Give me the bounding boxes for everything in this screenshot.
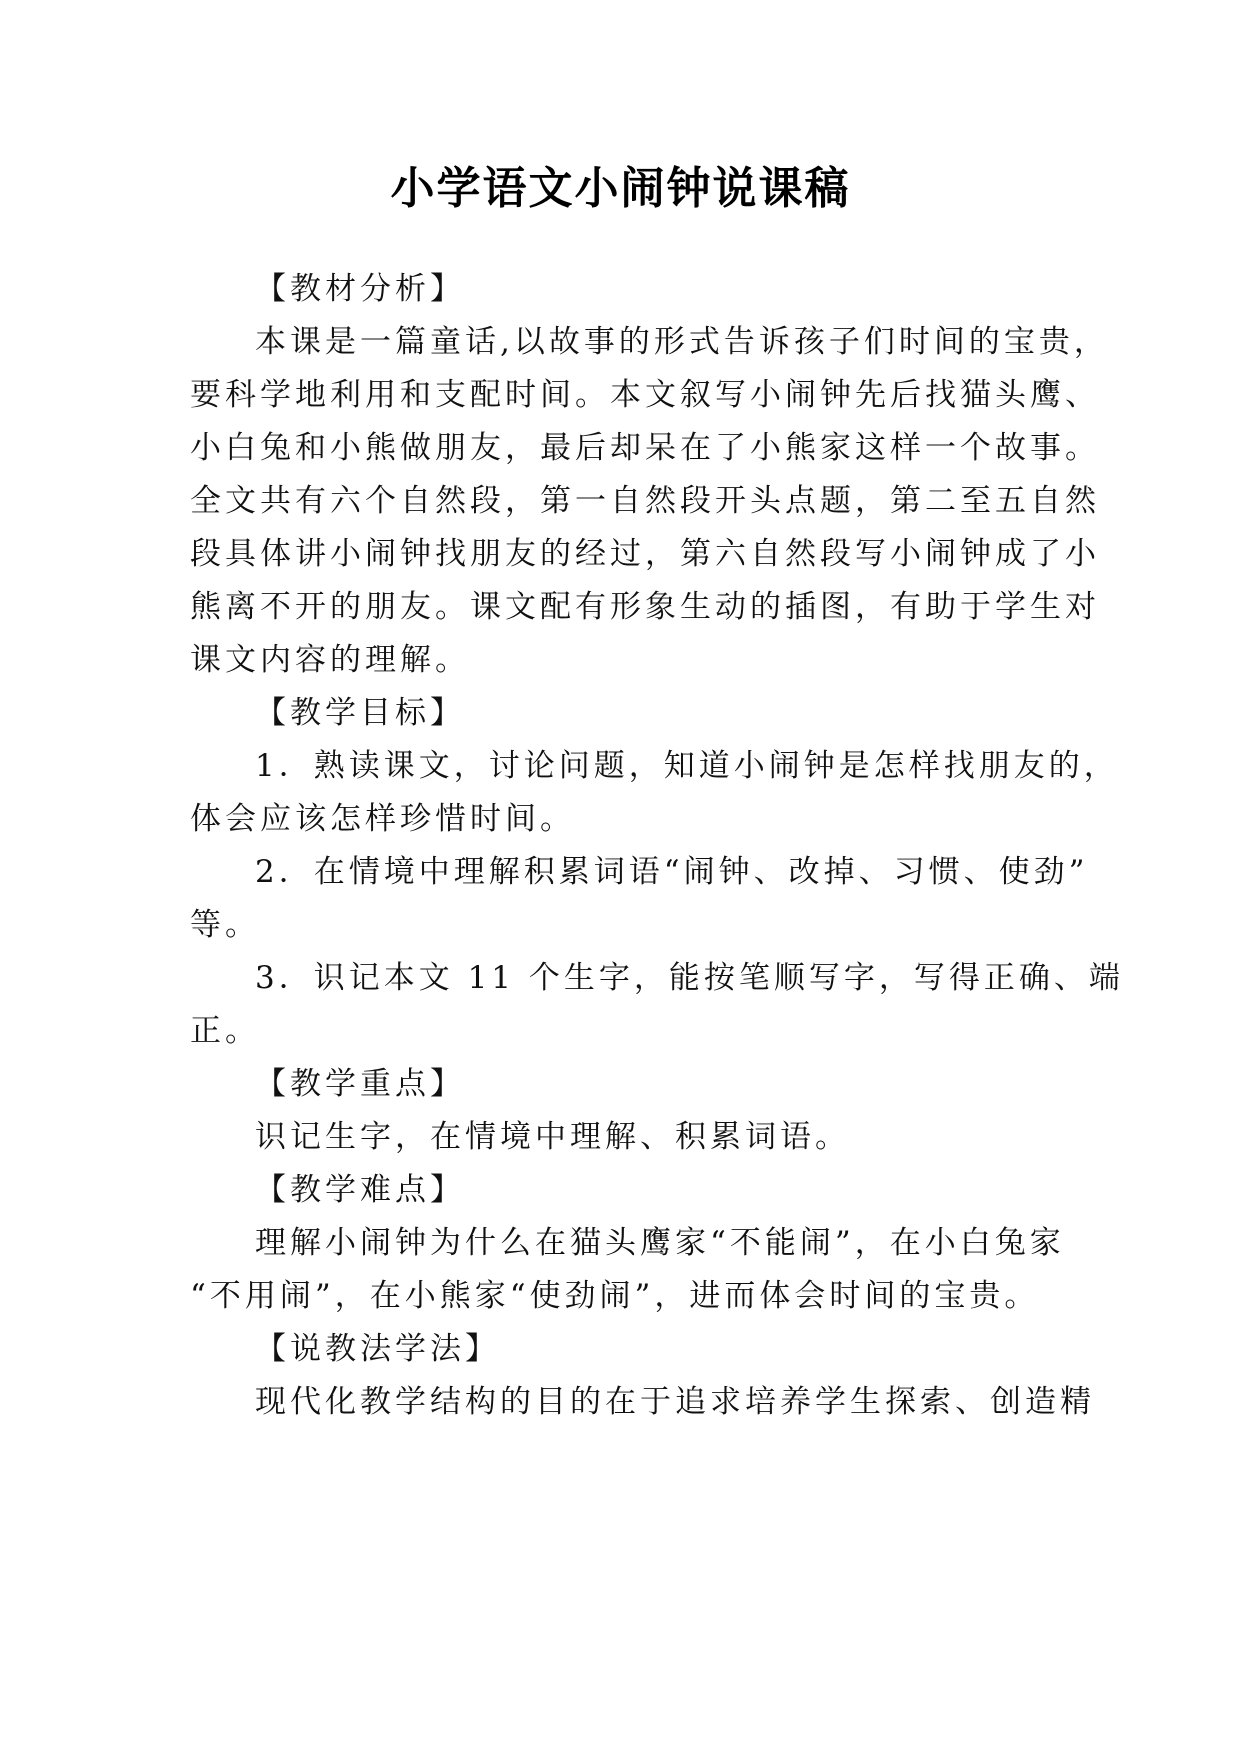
document-title: 小学语文小闹钟说课稿 [390,163,851,214]
list-item-line: 2．在情境中理解积累词语“闹钟、改掉、习惯、使劲” [255,854,1089,890]
list-item-line: 正。 [190,1013,260,1049]
list-item-line: 3．识记本文 11 个生字，能按笔顺写字，写得正确、端 [255,960,1124,996]
section-heading-key-points: 【教学重点】 [255,1066,465,1102]
paragraph-line: 段具体讲小闹钟找朋友的经过，第六自然段写小闹钟成了小 [190,536,1100,572]
section-heading-difficulties: 【教学难点】 [255,1172,465,1208]
list-item-line: 1．熟读课文，讨论问题，知道小闹钟是怎样找朋友的， [255,748,1119,784]
paragraph-line: 识记生字，在情境中理解、积累词语。 [255,1119,850,1155]
paragraph-line: 现代化教学结构的目的在于追求培养学生探索、创造精 [255,1384,1095,1420]
section-heading-textbook-analysis: 【教材分析】 [255,271,465,307]
paragraph-line: 本课是一篇童话,以故事的形式告诉孩子们时间的宝贵， [255,324,1109,360]
paragraph-line: 小白兔和小熊做朋友，最后却呆在了小熊家这样一个故事。 [190,430,1100,466]
list-item-line: 体会应该怎样珍惜时间。 [190,801,575,837]
list-item-line: 等。 [190,907,260,943]
paragraph-line: 熊离不开的朋友。课文配有形象生动的插图，有助于学生对 [190,589,1100,625]
paragraph-line: 全文共有六个自然段，第一自然段开头点题，第二至五自然 [190,483,1100,519]
paragraph-line: “不用闹”，在小熊家“使劲闹”，进而体会时间的宝贵。 [190,1278,1040,1314]
paragraph-line: 课文内容的理解。 [190,642,470,678]
section-heading-teaching-goals: 【教学目标】 [255,695,465,731]
paragraph-line: 要科学地利用和支配时间。本文叙写小闹钟先后找猫头鹰、 [190,377,1100,413]
section-heading-methods: 【说教法学法】 [255,1331,500,1367]
paragraph-line: 理解小闹钟为什么在猫头鹰家“不能闹”，在小白兔家 [255,1225,1065,1261]
